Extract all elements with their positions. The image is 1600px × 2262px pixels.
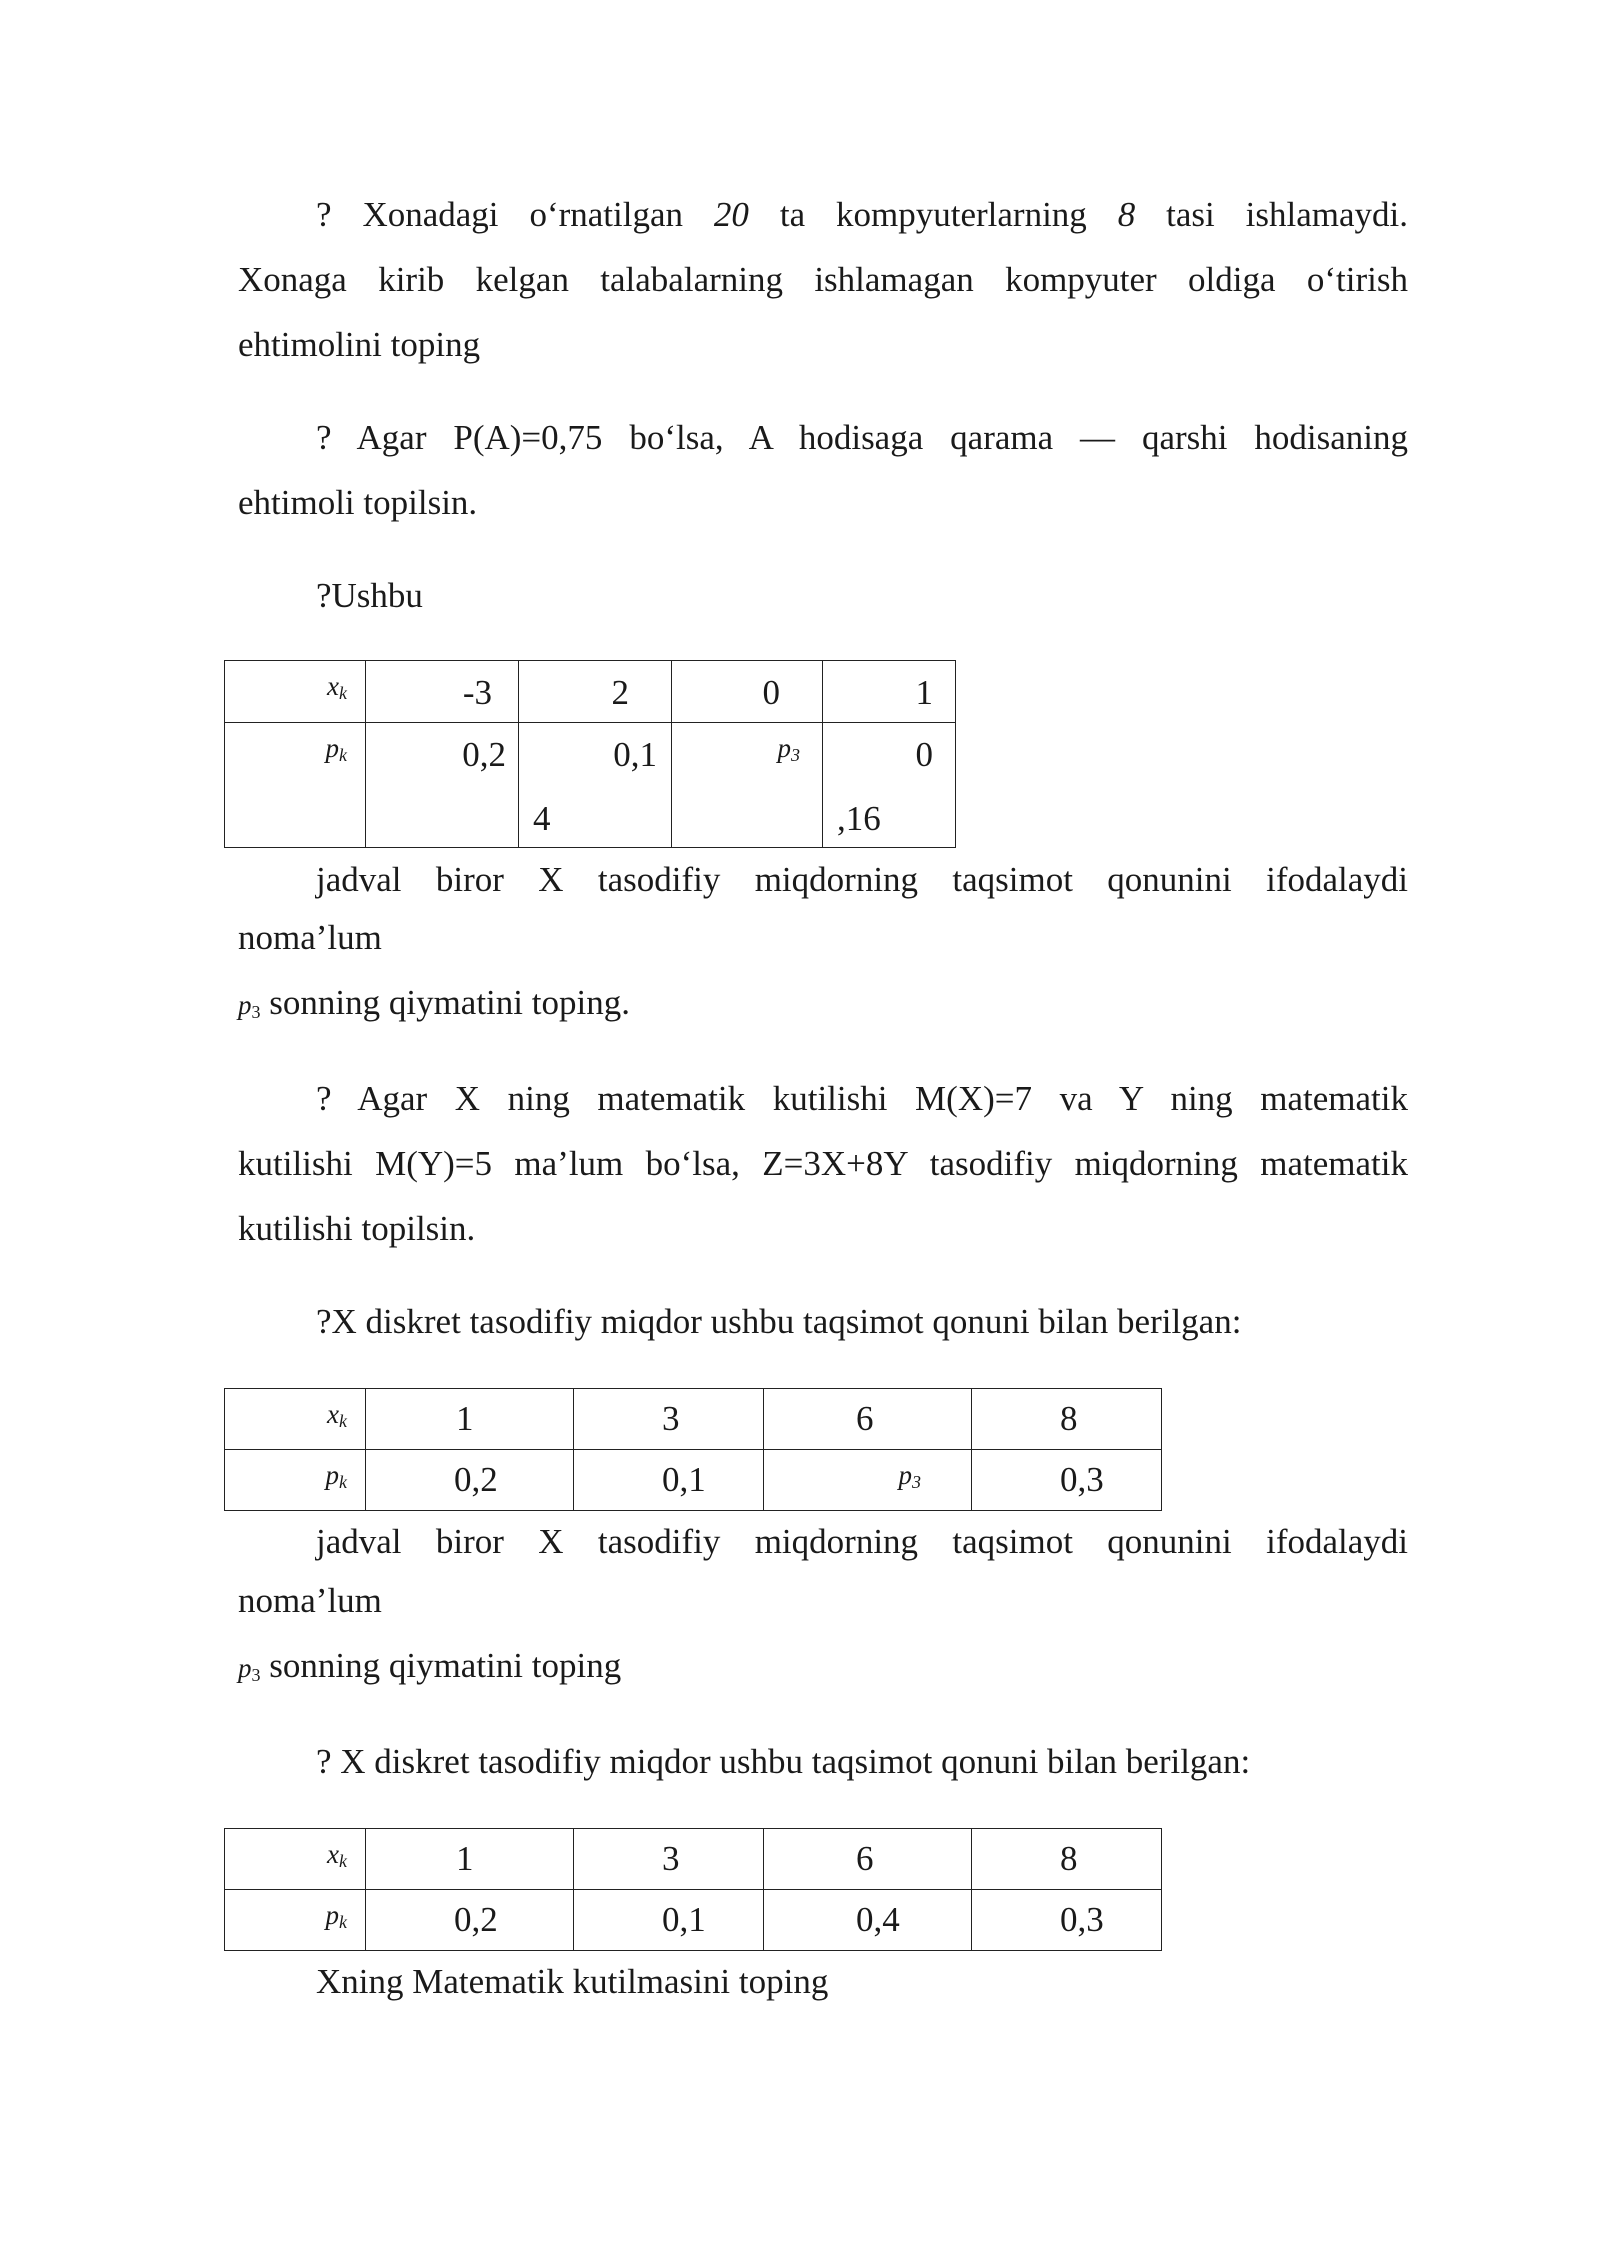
q3-x-value: -3 [462, 673, 492, 712]
q5-intro: ?X diskret tasodifiy miqdor ushbu taqsimot qonuni bilan berilgan: [316, 1302, 1242, 1341]
q3-p-value: 0 [915, 735, 933, 774]
q3-p-value-wrap: ,16 [837, 799, 881, 838]
q5-p-value: 0,2 [454, 1460, 498, 1499]
q6-x-value: 1 [456, 1839, 474, 1878]
q6-p-value: 0,3 [1060, 1900, 1104, 1939]
q3-xk-label: $x_k$ [327, 671, 347, 703]
q5-after-line3 [238, 1633, 621, 1708]
q3-p3-symbol: $p_3$ [777, 733, 800, 765]
q3-distribution-table [224, 660, 956, 848]
q3-x-value: 1 [915, 673, 933, 712]
q5-row1-label-cell [225, 1389, 366, 1450]
q6-xk-label: $x_k$ [327, 1839, 347, 1871]
q3-x-value: 0 [762, 673, 780, 712]
q6-p-cell [764, 1890, 972, 1951]
q5-p-cell [366, 1450, 574, 1511]
q5-after3-text: sonning qiymatini toping [260, 1646, 622, 1685]
q6-x-value: 8 [1060, 1839, 1078, 1878]
q1-line1-a: ? Xonadagi o‘rnatilgan [316, 195, 714, 234]
q3-x-value: 2 [611, 673, 629, 712]
q3-p-cell [519, 723, 672, 848]
q5-p-value: 0,3 [1060, 1460, 1104, 1499]
q1-line3: ehtimolini toping [238, 325, 481, 364]
q1-number-20: 20 [713, 195, 749, 234]
q3-intro: ?Ushbu [316, 576, 423, 615]
q3-pk-label: $p_k$ [325, 733, 347, 765]
q3-after-line2: noma’lum [238, 918, 382, 957]
q3-p-value: 0,2 [462, 735, 506, 774]
q3-p3-inline: $p_3$ [238, 990, 261, 1022]
q4-line1: ? Agar X ning matematik kutilishi M(X)=7 va Y ning matematik [316, 1079, 1408, 1118]
q5-p-cell [574, 1450, 764, 1511]
q6-pk-label: $p_k$ [325, 1900, 347, 1932]
q5-p-value: 0,1 [662, 1460, 706, 1499]
q5-x-value: 8 [1060, 1399, 1078, 1438]
q6-intro: ? X diskret tasodifiy miqdor ushbu taqsimot qonuni bilan berilgan: [316, 1742, 1251, 1781]
q4-line2: kutilishi M(Y)=5 ma’lum bo‘lsa, Z=3X+8Y tasodifiy miqdorning matematik [238, 1144, 1408, 1183]
q6-x-value: 6 [856, 1839, 874, 1878]
q5-x-cell [972, 1389, 1162, 1450]
q5-pk-label: $p_k$ [325, 1460, 347, 1492]
q3-after3-text: sonning qiymatini toping. [260, 983, 630, 1022]
q3-p-cell [366, 723, 519, 848]
q1-number-8: 8 [1117, 195, 1136, 234]
q6-distribution-table [224, 1828, 1162, 1951]
q6-row1-label-cell [225, 1829, 366, 1890]
q6-p-cell [972, 1890, 1162, 1951]
q6-x-cell [972, 1829, 1162, 1890]
q2-line1: ? Agar P(A)=0,75 bo‘lsa, A hodisaga qarama — qarshi hodisaning [316, 418, 1408, 457]
q5-xk-label: $x_k$ [327, 1399, 347, 1431]
q3-row2-label-cell [225, 723, 366, 848]
q5-p3-cell [764, 1450, 972, 1511]
q3-p-cell [823, 723, 956, 848]
q6-p-value: 0,2 [454, 1900, 498, 1939]
q3-p-value-wrap: 4 [533, 799, 551, 838]
q1-line1 [238, 182, 1408, 247]
q6-row2-label-cell [225, 1890, 366, 1951]
q6-x-cell [764, 1829, 972, 1890]
q1-line2: Xonaga kirib kelgan talabalarning ishlamagan kompyuter oldiga o‘tirish [238, 260, 1408, 299]
q6-p-cell [366, 1890, 574, 1951]
q6-after: Xning Matematik kutilmasini toping [316, 1962, 829, 2001]
q5-after-line1: jadval biror X tasodifiy miqdorning taqsimot qonunini ifodalaydi [316, 1522, 1408, 1561]
q5-x-value: 1 [456, 1399, 474, 1438]
q3-x-cell [366, 661, 519, 723]
q5-p3-inline: $p_3$ [238, 1653, 261, 1685]
q5-after-line2: noma’lum [238, 1581, 382, 1620]
q5-x-value: 3 [662, 1399, 680, 1438]
q5-x-cell [764, 1389, 972, 1450]
q5-p-cell [972, 1450, 1162, 1511]
q3-x-cell [519, 661, 672, 723]
q3-after-line1: jadval biror X tasodifiy miqdorning taqsimot qonunini ifodalaydi [316, 860, 1408, 899]
q5-x-cell [366, 1389, 574, 1450]
q6-x-cell [366, 1829, 574, 1890]
q6-x-value: 3 [662, 1839, 680, 1878]
q3-row1-label-cell [225, 661, 366, 723]
q6-p-value: 0,1 [662, 1900, 706, 1939]
q5-p3-symbol: $p_3$ [898, 1460, 921, 1492]
q3-p-value: 0,1 [613, 735, 657, 774]
q5-distribution-table [224, 1388, 1162, 1511]
q2-line2: ehtimoli topilsin. [238, 483, 478, 522]
q1-line1-c: tasi ishlamaydi. [1135, 195, 1408, 234]
q3-after-line3 [238, 970, 630, 1045]
q6-x-cell [574, 1829, 764, 1890]
q5-x-value: 6 [856, 1399, 874, 1438]
q6-p-cell [574, 1890, 764, 1951]
q4-line3: kutilishi topilsin. [238, 1209, 476, 1248]
q3-x-cell [823, 661, 956, 723]
q1-line1-b: ta kompyuterlarning [748, 195, 1118, 234]
q5-x-cell [574, 1389, 764, 1450]
q3-x-cell [672, 661, 823, 723]
q6-p-value: 0,4 [856, 1900, 900, 1939]
q3-p3-cell [672, 723, 823, 848]
q5-row2-label-cell [225, 1450, 366, 1511]
